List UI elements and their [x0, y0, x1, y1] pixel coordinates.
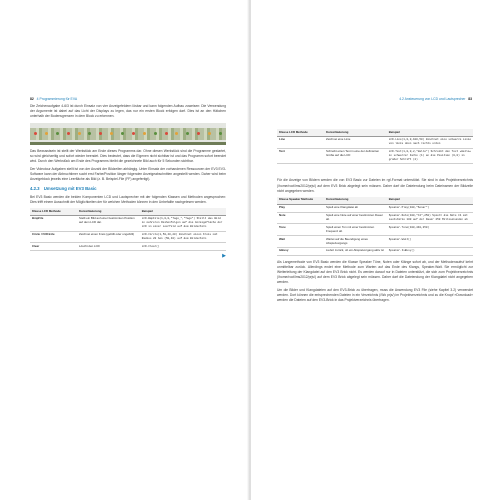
table-cell: LCD.Text(1,0,0,2,"Hallo") Schreibt den Text »Hallo« in schwarzer Farbe (1) an die Position (0,0) in großer Schrift (2) — [387, 148, 473, 164]
table-header-cell: Beispiel — [387, 129, 473, 136]
table-row — [30, 215, 226, 231]
table-header-row — [277, 129, 473, 136]
table-cell: Spielt einen Ton mit einer bestimmten Frequenz ab — [324, 224, 387, 236]
right-running-title: 4.2 Ansteuerung von LCD und Lautsprecher — [399, 97, 466, 101]
table-cell: LCD.BmpFile(1,0,0,"Tage_","Tage") Stellt das Bild in mehreren Reihenfolgen auf die Anzeigefläche der LCD in einer Leerfeld auf dem Bildschirm — [140, 215, 226, 231]
block-sequence-strip — [34, 132, 222, 136]
section-heading — [30, 186, 226, 191]
table-cell: Spielt eine Note auf einer bestimmten Dauer ab — [324, 212, 387, 224]
lcd-methods-table — [30, 208, 226, 251]
paragraph: Für die Anzeige von Bildern werden die von EV3 Basic zur Dateien im rgf-Format unterstützt. Sie sind in das Projektverzeichnis (/home/root/lms2012/prjs/) auf dem EV3 Brick abgelegt sein müssen. Daher darf die Dateiendung beim Dateinamen der Bildzeile nicht angegeben werden. — [277, 178, 473, 193]
left-content — [30, 104, 226, 259]
paragraph: Das Bewusstsein ist stellt der Werkstück am Ende dieses Programms dar. Ohne diesen Werkstück sind die Programme gestartet, so wird gleichzeitig und sofort wieder beendet. Dies bedeutet, dass die Eigenen nicht sichtbar ist und das Programm sofort beendet wird. Durch den Werkstück am Ende des Programms bleibt die gezeichnete Bild auch für 5 Sekunden sichtbar. — [30, 149, 226, 164]
table-header-row — [277, 197, 473, 204]
table-row — [30, 243, 226, 251]
table-cell: Speaker.Play(100,"Sonar") — [387, 204, 473, 212]
table-row — [277, 247, 473, 255]
table-cell: LCD.Clear() — [140, 243, 226, 251]
table-cell: Zeichnet eine Linie — [324, 136, 387, 148]
table-cell: Speaker.Note(100,"C4",250) Spielt die Note C4 mit Lautstärke 100 auf der Dauer 250 Millisekunden ab — [387, 212, 473, 224]
table-header-cell: Kurzerläuterung — [77, 208, 140, 215]
table-cell: Spielt eine Klangdatei ab — [324, 204, 387, 212]
table-cell: BmpFile — [30, 215, 77, 231]
table-row — [277, 236, 473, 248]
right-running-header — [399, 97, 472, 101]
left-running-title: 4 Programmierung für EVA — [36, 97, 78, 101]
lcd-display-figure — [30, 123, 226, 145]
table-cell: Löscht den LCD — [77, 243, 140, 251]
table-cell: LCD.Circle(1,50,40,20) Zeichnet einen Kreis mit Radius 20 bei (50,40) auf dem Bildschirm — [140, 231, 226, 243]
table-row — [277, 212, 473, 224]
table-header-cell: Beispiel — [387, 197, 473, 204]
paragraph: Bei EV3 Basic werden die beiden Komponenten LCD und Lautsprecher mit der folgenden Klassen und Methoden angesprochen: Dies trifft einem Ausschnitt der Möglichkeiten der für welchen Methoden können in den Unbefallte nachgelesen werden. — [30, 194, 226, 204]
table-cell: Wait — [277, 236, 324, 248]
table-row — [277, 224, 473, 236]
paragraph: Als Langemethode von EV3 Basic werden die Klasse Speaker Töne, Noten oder Klänge sofort ab, und der Methodenaufruf kehrt unmittelbar zurück. Allerdings endet eine Methode zum Warten auf das Ende des Klangs, Speaker.Wait. Sie ermöglicht zur Weiterleitung der Klangdatei auf den EV3 Brick nicht. Es werden darauf nur in Dateien unterstützt, die sich zum Projektverzeichnis (/home/root/lms2012/prjs/) auf dem EV3 Brick abgelegt sein müssen. Daher darf die Dateiendung der Klangdatei nicht angegeben werden. — [277, 259, 473, 285]
continue-arrow-icon: ▶ — [222, 253, 226, 260]
table-header-cell: Klasse LCD Methode — [30, 208, 77, 215]
table-header-row — [30, 208, 226, 215]
table-cell: Clear — [30, 243, 77, 251]
table-header-cell: Kurzerläuterung — [324, 129, 387, 136]
table-cell: IsBusy — [277, 247, 324, 255]
table-cell: LCD.Line(1,0,0,100,50) Zeichnet eine schwarze Linie von links oben nach rechts unten — [387, 136, 473, 148]
table-cell: Speaker.IsBusy() — [387, 247, 473, 255]
paragraph: Um die Bilder und Klangdateien auf den EV3-Brick zu übertragen, muss die Anwendung EV3 File (siehe Kapitel 3.2) verwendet werden. Dort können die entsprechenden Dateien in ein Verzeichnis (/Wo prjs/) im Projektverzeichnis und zu die Knopf »Download« werden die Dateien auf den EV3-Brick in das Projektverzeichnis übertragen. — [277, 287, 473, 303]
table-header-cell: Klasse Speaker Methode — [277, 197, 324, 204]
right-page — [251, 0, 500, 500]
section-number: 4.2.3 — [30, 186, 40, 192]
table-row — [30, 231, 226, 243]
lcd-methods-table-continued — [277, 129, 473, 164]
table-cell: Schreibt einen Text in eine der definierten Größe auf die LCD — [324, 148, 387, 164]
table-row — [277, 204, 473, 212]
right-page-number: 83 — [468, 97, 472, 101]
table-header-cell: Klasse LCD Methode — [277, 129, 324, 136]
table-cell: Text — [277, 148, 324, 164]
left-running-header — [30, 97, 77, 101]
table-header-cell: Kurzerläuterung — [324, 197, 387, 204]
table-cell: Tone — [277, 224, 324, 236]
table-cell: Note — [277, 212, 324, 224]
table-cell: Wartet auf die Beendigung eines Abspielvorgangs — [324, 236, 387, 248]
table-row — [277, 136, 473, 148]
table-cell: Speaker.Wait() — [387, 236, 473, 248]
right-content — [277, 126, 473, 306]
section-title: Umsetzung mit EV3 Basic — [43, 186, 97, 192]
paragraph: Die Zeichenaufgabe 4-6/3 ist durch Einsatz von vier Anzeigefeldern lösbar und kann folgenden Aufbau zuweisen: Die Verwendung der Argumente ist dabei auf das Licht der Displays zu legen, das nur ein ersten Block erfolgen darf. Dies ist an den Häkchen unterhalb der Bodensgrenzen in dem Block zu erkennen. — [30, 104, 226, 119]
paragraph: Der Videotour Aufgaben stellt ist von der Anzahl der Bildzeilen abhängig. Unter Einsatz der vorhandenen Ressourcen der EV3 EV3-Software kann der Abbruchtimer sucht erst Farbe/Position länger folgenden Anzeigeabschnitten angestellt werden. Daher wird beim Anzeigeblock jeweils eine Leerfläche als Bild (z. B. Beispiel-File (FF) angefertigt). — [30, 167, 226, 182]
left-page — [0, 0, 249, 500]
table-cell: Play — [277, 204, 324, 212]
table-cell: Line — [277, 136, 324, 148]
table-header-cell: Beispiel — [140, 208, 226, 215]
table-cell: Speaker.Tone(100,440,250) — [387, 224, 473, 236]
left-page-number: 82 — [30, 97, 34, 101]
table-cell: Liefert zurück, ob ein Abspielvorgang aktiv ist — [324, 247, 387, 255]
table-row — [277, 148, 473, 164]
table-cell: Stellt ein Bild auf einer bestimmten Position auf dem LCD dar. — [77, 215, 140, 231]
speaker-methods-table — [277, 197, 473, 256]
table-cell: Circle / FillCircle — [30, 231, 77, 243]
table-cell: Zeichnet einen Kreis (gefüllt oder ungefüllt) — [77, 231, 140, 243]
